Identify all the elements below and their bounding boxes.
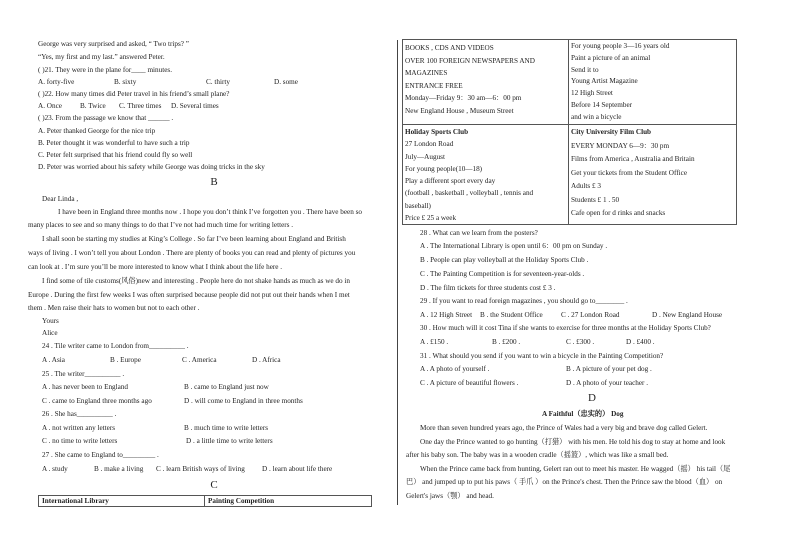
option: C . The Painting Competition is for seventeen-year-olds .	[420, 270, 585, 278]
question-22: ( )22. How many times did Peter travel in his friend’s small plane?	[38, 90, 230, 98]
option: A . study	[42, 465, 68, 473]
story-line: One day the Prince wanted to go hunting（打猎） with his men. He told his dog to stay at home and look	[420, 438, 726, 446]
option: C . A picture of beautiful flowers .	[420, 379, 519, 387]
poster-table-row2	[402, 124, 737, 225]
story-line: Gelert's jaws（颚） and head.	[406, 492, 494, 500]
letter-closing: Yours	[42, 317, 59, 325]
poster-line: and win a bicycle	[571, 112, 622, 121]
poster-title: Holiday Sports Club	[405, 128, 469, 136]
letter-greeting: Dear Linda ,	[42, 195, 79, 203]
poster-line: New England House , Museum Street	[405, 106, 514, 115]
option: B . came to England just now	[184, 383, 269, 391]
option: A . 12 High Street	[420, 311, 473, 319]
poster-line: Send it to	[571, 65, 599, 74]
story-title: A Faithful（忠实的） Dog	[542, 410, 624, 418]
letter-line: I shall soon be starting my studies at King’s College . So far I’ve been learning about England and British	[42, 235, 346, 243]
poster-table-header	[38, 495, 372, 507]
poster-line: BOOKS , CDS AND VIDEOS	[405, 44, 494, 52]
option: A. Peter thanked George for the nice trip	[38, 127, 156, 135]
question-25: 25 . The writer__________ .	[42, 370, 125, 378]
option: A . A photo of yourself .	[420, 365, 490, 373]
poster-line: EVERY MONDAY 6—9：30 pm	[571, 141, 670, 150]
section-c-title: C	[210, 479, 218, 491]
option: D. Several times	[171, 102, 219, 110]
option: D . learn about life there	[262, 465, 333, 473]
poster-line: OVER 100 FOREIGN NEWSPAPERS AND	[405, 56, 535, 65]
holiday-sports-club-cell	[403, 125, 569, 224]
option: C . learn British ways of living	[156, 465, 245, 473]
question-31: 31 . What should you send if you want to win a bicycle in the Painting Competition?	[420, 352, 664, 360]
option: B. Peter thought it was wonderful to have such a trip	[38, 139, 190, 147]
letter-line: ways of living . I won’t tell you about London . There are plenty of books you can read and plenty of pictures you	[28, 249, 356, 257]
letter-line: I have been in England three months now . I hope you don’t think I’ve forgotten you . There have been so	[58, 208, 362, 216]
poster-line: Students £ 1 . 50	[571, 195, 620, 204]
option: B . People can play volleyball at the Holiday Sports Club .	[420, 256, 589, 264]
poster-line: July—August	[405, 152, 445, 161]
poster-line: Adults £ 3	[571, 182, 601, 190]
option: D . The film tickets for three students cost £ 3 .	[420, 284, 556, 292]
poster-line: ENTRANCE FREE	[405, 81, 463, 90]
poster-line: baseball)	[405, 201, 431, 210]
option: A. forty-five	[38, 78, 75, 86]
letter-signature: Alice	[42, 329, 58, 337]
option: C. thirty	[206, 78, 230, 86]
letter-line: I find some of tile customs(风俗)new and interesting . People here do not shake hands as much as we do in	[42, 277, 350, 285]
poster-line: Young Artist Magazine	[571, 77, 638, 86]
letter-line: Europe . During the first few weeks I was often surprised because people did not put out their hands when I met	[28, 291, 350, 299]
option: D . a little time to write letters	[186, 437, 273, 445]
option: D . Africa	[252, 356, 281, 364]
question-29: 29 . If you want to read foreign magazines , you should go to________ .	[420, 297, 628, 305]
option: B. sixty	[114, 78, 137, 86]
option: C . came to England three months ago	[42, 397, 152, 405]
poster-line: Play a different sport every day	[405, 177, 496, 186]
option: C. Peter felt surprised that his friend could fly so well	[38, 151, 193, 159]
option: A . has never been to England	[42, 383, 129, 391]
passage-line: “Yes, my first and my last.” answered Peter.	[38, 53, 165, 61]
option: D . £400 .	[626, 338, 655, 346]
question-21: ( )21. They were in the plane for____ minutes.	[38, 66, 172, 74]
option: C. Three times	[119, 102, 162, 110]
option: C . 27 London Road	[561, 311, 620, 319]
film-club-cell	[569, 125, 736, 224]
option: D. some	[274, 78, 298, 86]
story-line: 巴） and jumped up to put his paws（ 手爪 ）on the Prince's chest. Then the Prince saw the blood（血） on	[406, 478, 723, 486]
option: B . £200 .	[492, 338, 521, 346]
poster-line: 27 London Road	[405, 140, 454, 149]
story-line: More than seven hundred years ago, the Prince of Wales had a very big and brave dog called Gelert.	[420, 424, 708, 432]
option: D . will come to England in three months	[184, 397, 303, 405]
passage-line: George was very surprised and asked, “ Two trips? ”	[38, 40, 189, 48]
option: B . the Student Office	[480, 311, 543, 319]
option: C . America	[182, 356, 217, 364]
poster-line: Before 14 September	[571, 100, 633, 109]
section-d-title: D	[588, 392, 596, 404]
section-b-title: B	[210, 176, 218, 188]
poster-line: Paint a picture of an animal	[571, 53, 651, 62]
option: D. Peter was worried about his safety while George was doing tricks in the sky	[38, 163, 265, 171]
international-library-cell	[403, 40, 569, 124]
letter-line: many places to see and so many things to do that I’ve not had much time for writing letters .	[28, 221, 294, 229]
option: B . Europe	[110, 356, 141, 364]
story-line: after his baby son. The baby was in a wooden cradle（摇篮）, which was like a small bed.	[406, 451, 669, 459]
letter-line: them . Men raise their hats to women but not to each other .	[28, 304, 200, 312]
table-header-library: International Library	[39, 496, 205, 506]
poster-line: 12 High Street	[571, 89, 613, 98]
question-28: 28 . What can we learn from the posters?	[420, 229, 538, 237]
option: A. Once	[38, 102, 62, 110]
poster-line: For young people(10—18)	[405, 164, 483, 173]
table-header-painting: Painting Competition	[208, 497, 275, 505]
option: A . £150 .	[420, 338, 449, 346]
option: B. Twice	[80, 102, 106, 110]
poster-line: Price £ 25 a week	[405, 214, 457, 223]
question-24: 24 . Tile writer came to London from__________ .	[42, 342, 189, 350]
poster-line: MAGAZINES	[405, 69, 448, 77]
option: D . New England House	[652, 311, 723, 319]
option: A . not written any letters	[42, 424, 116, 432]
option: C . £300 .	[566, 338, 595, 346]
poster-table-row1	[402, 39, 737, 125]
letter-line: can look at . I’m sure you’ll be more interested to know what I think about the life here .	[28, 263, 283, 271]
question-23: ( )23. From the passage we know that ______ .	[38, 114, 174, 122]
question-30: 30 . How much will it cost Tina if she wants to exercise for three months at the Holiday Sports Club?	[420, 324, 711, 332]
poster-line: For young people 3—16 years old	[571, 42, 670, 50]
option: A . Asia	[42, 356, 65, 364]
story-line: When the Prince came back from hunting, Gelert ran out to meet his master. He wagged（摇） his tail（尾	[420, 465, 731, 473]
question-26: 26 . She has__________ .	[42, 410, 117, 418]
poster-line: (football , basketball , volleyball , tennis and	[405, 189, 534, 198]
column-divider	[397, 40, 398, 505]
poster-line: Get your tickets from the Student Office	[571, 168, 688, 177]
option: B . make a living	[94, 465, 144, 473]
option: B . A picture of your pet dog .	[566, 365, 652, 373]
poster-line: Monday—Friday 9：30 am—6：00 pm	[405, 94, 522, 102]
poster-line: Cafe open for d rinks and snacks	[571, 209, 666, 217]
option: B . much time to write letters	[184, 424, 269, 432]
poster-line: Films from America , Australia and Britain	[571, 155, 695, 163]
poster-title: City University Film Club	[571, 128, 652, 136]
painting-competition-cell	[569, 40, 736, 124]
option: C . no time to write letters	[42, 437, 118, 445]
option: A . The International Library is open until 6：00 pm on Sunday .	[420, 242, 608, 250]
option: D . A photo of your teacher .	[566, 379, 649, 387]
question-27: 27 . She came to England to_________ .	[42, 451, 159, 459]
